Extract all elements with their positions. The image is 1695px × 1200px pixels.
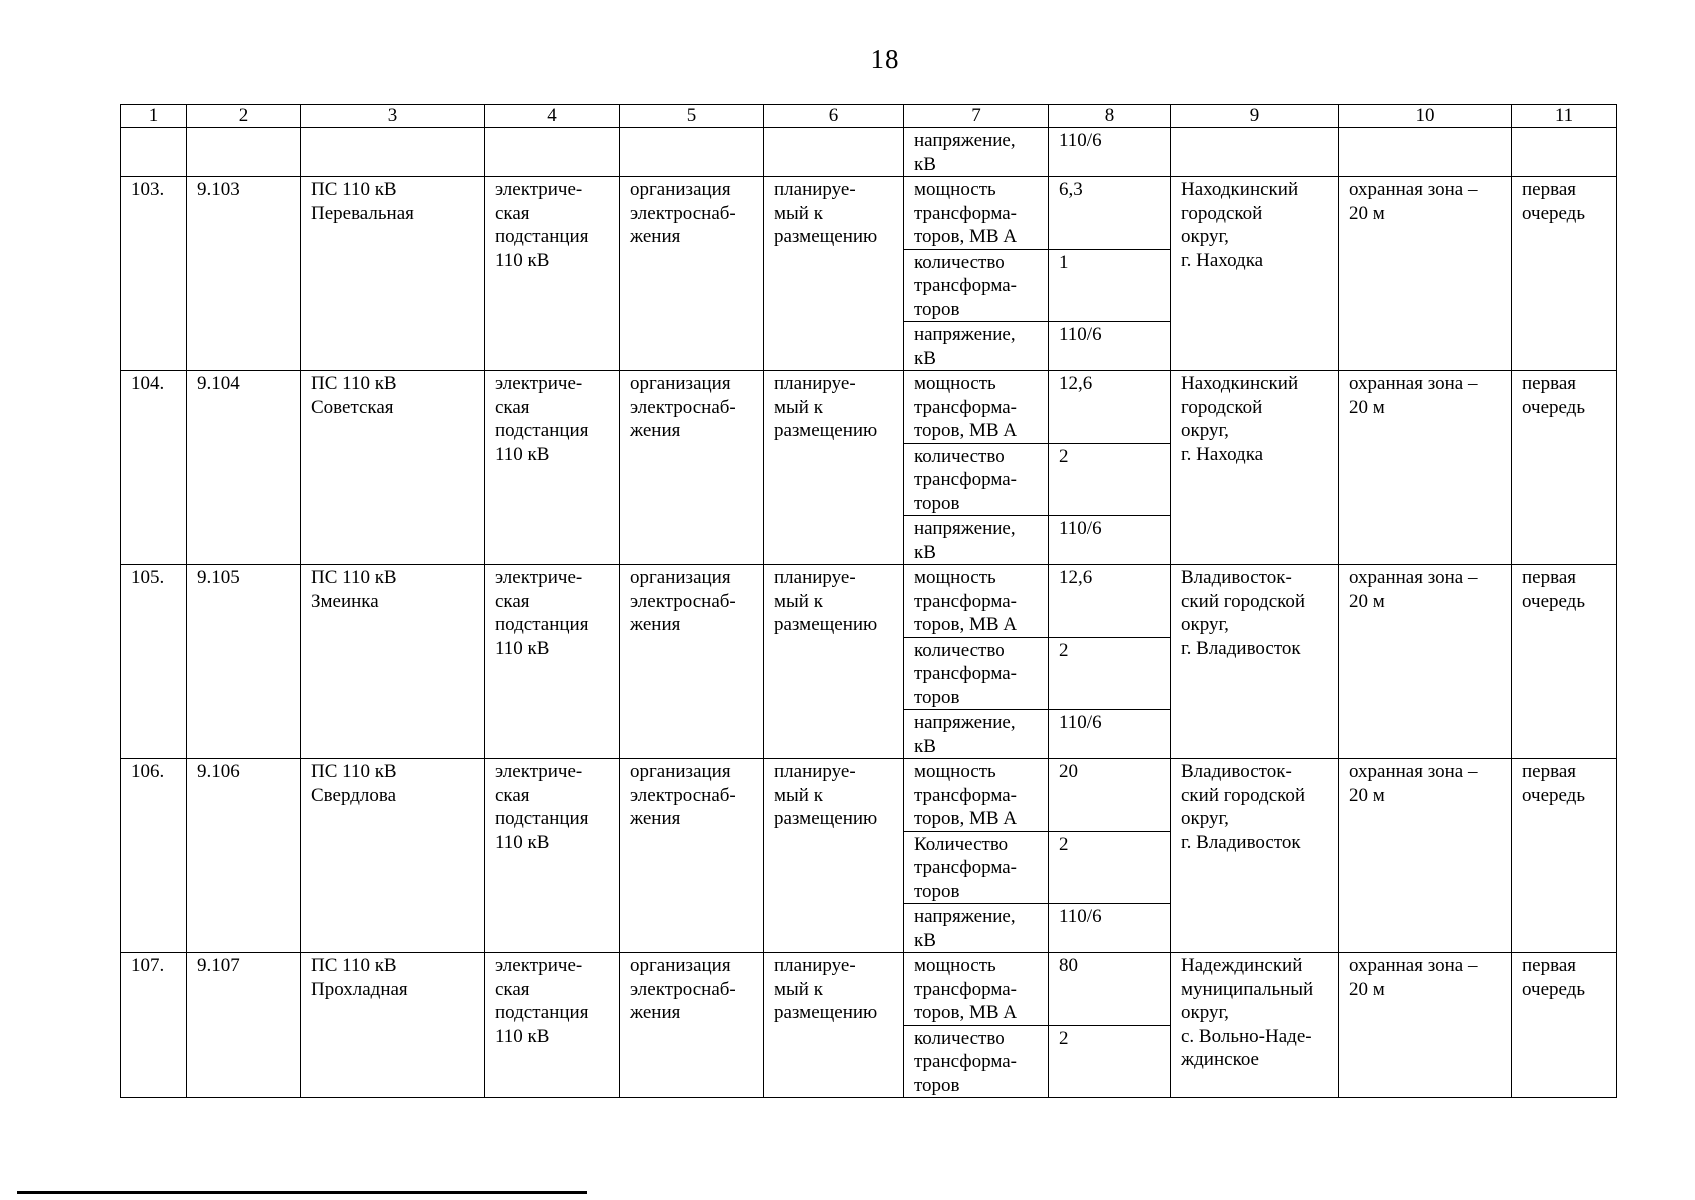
param-value: 110/6 [1049,322,1171,371]
param-label [904,637,1049,710]
column-number: 9 [1171,105,1339,128]
protection-zone [1339,565,1512,759]
object-purpose-line: жения [630,808,681,829]
object-purpose-line: жения [630,614,681,635]
object-type-line: электриче- [495,373,583,394]
object-purpose-line: организация [630,567,731,588]
empty-cell [485,128,620,177]
object-purpose-line: организация [630,761,731,782]
object-purpose [620,177,764,371]
substations-table [120,104,1617,1098]
object-name [301,177,485,371]
param-label-line: трансформа- [914,1051,1017,1072]
param-label-line: кВ [914,929,936,951]
param-label-line: напряжение, [914,518,1016,539]
object-location-line: округ, [1181,420,1229,441]
object-type-line: электриче- [495,955,583,976]
param-label-line: трансформа- [914,663,1017,684]
protection-zone-line: 20 м [1349,202,1385,224]
column-number: 1 [121,105,187,128]
param-label [904,443,1049,516]
param-label [904,710,1049,759]
param-label [904,322,1049,371]
object-code: 9.106 [187,759,301,953]
object-location-line: ский городской [1181,590,1306,612]
empty-cell [1339,128,1512,177]
object-location-line: Находкинский [1181,373,1299,394]
column-number: 2 [187,105,301,128]
object-location-line: округ, [1181,808,1229,829]
object-code: 9.103 [187,177,301,371]
protection-zone-line: 20 м [1349,784,1385,806]
object-location [1171,371,1339,565]
object-type-line: 110 кВ [495,1025,550,1047]
param-label-line: торов, МВ А [914,808,1018,829]
object-location-line: округ, [1181,614,1229,635]
object-purpose-line: организация [630,179,731,200]
row-number: 106. [121,759,187,953]
object-name [301,759,485,953]
object-name-line: Змеинка [311,590,379,612]
empty-cell [121,128,187,177]
construction-stage-line: очередь [1522,590,1586,612]
empty-cell [187,128,301,177]
object-name-line: Перевальная [311,202,414,224]
param-value: 12,6 [1049,565,1171,638]
column-number-header [121,105,1617,128]
object-status-line: мый к [774,784,823,806]
object-purpose-line: жения [630,420,681,441]
param-label-line: количество [914,639,1005,661]
object-type-line: 110 кВ [495,249,550,271]
object-location [1171,565,1339,759]
construction-stage [1512,759,1617,953]
column-number: 5 [620,105,764,128]
object-location-line: г. Владивосток [1181,637,1301,659]
object-location-line: городской [1181,396,1263,418]
object-type-line: подстанция [495,614,589,635]
protection-zone [1339,177,1512,371]
object-location-line: Владивосток- [1181,761,1292,782]
param-label-line: трансформа- [914,469,1017,490]
column-number: 10 [1339,105,1512,128]
param-label-line: торов, МВ А [914,226,1018,247]
substation-row [121,759,1617,832]
object-name-line: ПС 110 кВ [311,567,397,588]
object-status-line: мый к [774,396,823,418]
object-type-line: ская [495,784,530,806]
object-location-line: ждинское [1181,1049,1259,1070]
object-location-line: ский городской [1181,784,1306,806]
object-code: 9.107 [187,953,301,1098]
column-number: 8 [1049,105,1171,128]
param-label-line: торов, МВ А [914,420,1018,441]
construction-stage [1512,371,1617,565]
substation-row [121,565,1617,638]
object-type-line: 110 кВ [495,443,550,465]
param-label [904,953,1049,1026]
param-value: 2 [1049,637,1171,710]
protection-zone-line: охранная зона – [1349,761,1478,782]
param-label-line: трансформа- [914,784,1017,806]
object-location [1171,177,1339,371]
param-label-line: торов, МВ А [914,1002,1018,1023]
row-number: 104. [121,371,187,565]
object-location-line: Владивосток- [1181,567,1292,588]
param-label-line: напряжение, [914,712,1016,733]
param-label [904,904,1049,953]
protection-zone-line: 20 м [1349,978,1385,1000]
object-purpose-line: электроснаб- [630,202,736,224]
param-value: 6,3 [1049,177,1171,250]
object-status [764,953,904,1098]
param-label [904,516,1049,565]
param-label [904,831,1049,904]
protection-zone-line: охранная зона – [1349,567,1478,588]
object-location-line: г. Находка [1181,249,1264,271]
object-type [485,759,620,953]
empty-cell [620,128,764,177]
empty-cell [1512,128,1617,177]
construction-stage-line: очередь [1522,978,1586,1000]
empty-cell [764,128,904,177]
object-status-line: планируе- [774,761,856,782]
object-purpose-line: электроснаб- [630,784,736,806]
object-status-line: размещению [774,226,878,247]
param-label-line: трансформа- [914,978,1017,1000]
param-value: 2 [1049,443,1171,516]
empty-cell [1171,128,1339,177]
object-status [764,565,904,759]
param-label [904,249,1049,322]
column-number: 11 [1512,105,1617,128]
protection-zone-line: охранная зона – [1349,179,1478,200]
param-label-line: торов [914,686,960,708]
param-value: 2 [1049,1025,1171,1098]
object-type-line: ская [495,396,530,418]
construction-stage-line: первая [1522,179,1576,200]
protection-zone [1339,953,1512,1098]
param-label-line: трансформа- [914,396,1017,418]
object-type-line: подстанция [495,226,589,247]
param-label-line: кВ [914,347,936,369]
object-purpose [620,759,764,953]
row-number: 103. [121,177,187,371]
object-location [1171,759,1339,953]
param-label [904,565,1049,638]
object-location-line: округ, [1181,1002,1229,1023]
object-status-line: размещению [774,420,878,441]
param-label [904,759,1049,832]
construction-stage-line: первая [1522,567,1576,588]
param-value: 110/6 [1049,904,1171,953]
object-purpose-line: электроснаб- [630,396,736,418]
param-value: 12,6 [1049,371,1171,444]
construction-stage [1512,177,1617,371]
param-label: напряжение, кВ [904,128,1049,177]
object-purpose [620,565,764,759]
object-status-line: мый к [774,590,823,612]
empty-cell [301,128,485,177]
object-status-line: планируе- [774,955,856,976]
object-purpose [620,953,764,1098]
param-label [904,371,1049,444]
object-name-line: ПС 110 кВ [311,955,397,976]
page-number: 18 [870,44,900,74]
object-status [764,371,904,565]
substation-row [121,371,1617,444]
column-number: 4 [485,105,620,128]
object-name [301,371,485,565]
object-name-line: ПС 110 кВ [311,179,397,200]
substation-row [121,177,1617,250]
param-label-line: торов [914,492,960,514]
construction-stage-line: очередь [1522,202,1586,224]
substation-row [121,953,1617,1026]
param-label-line: трансформа- [914,202,1017,224]
param-value: 20 [1049,759,1171,832]
object-status-line: планируе- [774,567,856,588]
object-purpose-line: организация [630,373,731,394]
protection-zone [1339,371,1512,565]
object-type-line: 110 кВ [495,637,550,659]
param-label-line: мощность [914,761,996,782]
object-location-line: Надеждинский [1181,955,1303,976]
object-status-line: мый к [774,978,823,1000]
object-code: 9.105 [187,565,301,759]
object-type-line: ская [495,978,530,1000]
object-location-line: муниципальный [1181,978,1314,1000]
param-label-line: мощность [914,373,996,394]
object-type-line: ская [495,590,530,612]
object-name-line: Советская [311,396,394,418]
object-type-line: электриче- [495,761,583,782]
column-number: 3 [301,105,485,128]
param-value: 110/6 [1049,710,1171,759]
footnote-rule [17,1191,587,1194]
param-label-line: количество [914,1027,1005,1049]
param-label-line: торов [914,880,960,902]
param-label-line: трансформа- [914,275,1017,296]
param-label [904,177,1049,250]
column-number: 6 [764,105,904,128]
object-status-line: размещению [774,1002,878,1023]
object-name [301,565,485,759]
object-location-line: с. Вольно-Наде- [1181,1025,1312,1047]
object-name-line: Свердлова [311,784,397,806]
param-label-line: торов [914,298,960,320]
construction-stage [1512,953,1617,1098]
object-name [301,953,485,1098]
construction-stage-line: очередь [1522,784,1586,806]
param-label-line: количество [914,251,1005,273]
object-type-line: электриче- [495,567,583,588]
object-location-line: округ, [1181,226,1229,247]
construction-stage-line: первая [1522,955,1576,976]
param-value: 1 [1049,249,1171,322]
param-label-line: напряжение, [914,324,1016,345]
param-label-line: Количество [914,833,1009,855]
object-name-line: Прохладная [311,978,408,1000]
object-type-line: электриче- [495,179,583,200]
object-type [485,953,620,1098]
object-status-line: размещению [774,808,878,829]
object-status-line: размещению [774,614,878,635]
protection-zone-line: 20 м [1349,590,1385,612]
param-label-line: кВ [914,735,936,757]
param-value: 2 [1049,831,1171,904]
object-purpose-line: электроснаб- [630,590,736,612]
object-location-line: г. Владивосток [1181,831,1301,853]
param-label-line: мощность [914,567,996,588]
object-type-line: ская [495,202,530,224]
param-label-line: мощность [914,955,996,976]
param-value: 110/6 [1049,128,1171,177]
param-label-line: торов, МВ А [914,614,1018,635]
object-status-line: планируе- [774,373,856,394]
object-purpose-line: жения [630,226,681,247]
object-type-line: подстанция [495,420,589,441]
param-label-line: напряжение, [914,906,1016,927]
object-purpose-line: жения [630,1002,681,1023]
construction-stage [1512,565,1617,759]
param-label-line: торов [914,1074,960,1096]
row-number: 107. [121,953,187,1098]
param-label [904,1025,1049,1098]
object-type-line: 110 кВ [495,831,550,853]
object-purpose-line: электроснаб- [630,978,736,1000]
object-location-line: г. Находка [1181,443,1264,465]
param-label-line: кВ [914,541,936,563]
protection-zone [1339,759,1512,953]
object-status [764,759,904,953]
protection-zone-line: 20 м [1349,396,1385,418]
param-label-line: трансформа- [914,857,1017,878]
param-label-line: количество [914,445,1005,467]
continuation-row [121,128,1617,177]
object-name-line: ПС 110 кВ [311,761,397,782]
object-type-line: подстанция [495,1002,589,1023]
object-name-line: ПС 110 кВ [311,373,397,394]
protection-zone-line: охранная зона – [1349,373,1478,394]
construction-stage-line: очередь [1522,396,1586,418]
column-number: 7 [904,105,1049,128]
param-value: 110/6 [1049,516,1171,565]
object-code: 9.104 [187,371,301,565]
object-location [1171,953,1339,1098]
object-location-line: городской [1181,202,1263,224]
object-type [485,371,620,565]
object-purpose [620,371,764,565]
object-status-line: мый к [774,202,823,224]
construction-stage-line: первая [1522,761,1576,782]
param-value: 80 [1049,953,1171,1026]
object-location-line: Находкинский [1181,179,1299,200]
protection-zone-line: охранная зона – [1349,955,1478,976]
construction-stage-line: первая [1522,373,1576,394]
object-status [764,177,904,371]
object-type-line: подстанция [495,808,589,829]
param-label-line: трансформа- [914,590,1017,612]
object-purpose-line: организация [630,955,731,976]
object-status-line: планируе- [774,179,856,200]
object-type [485,565,620,759]
object-type [485,177,620,371]
param-label-line: мощность [914,179,996,200]
row-number: 105. [121,565,187,759]
